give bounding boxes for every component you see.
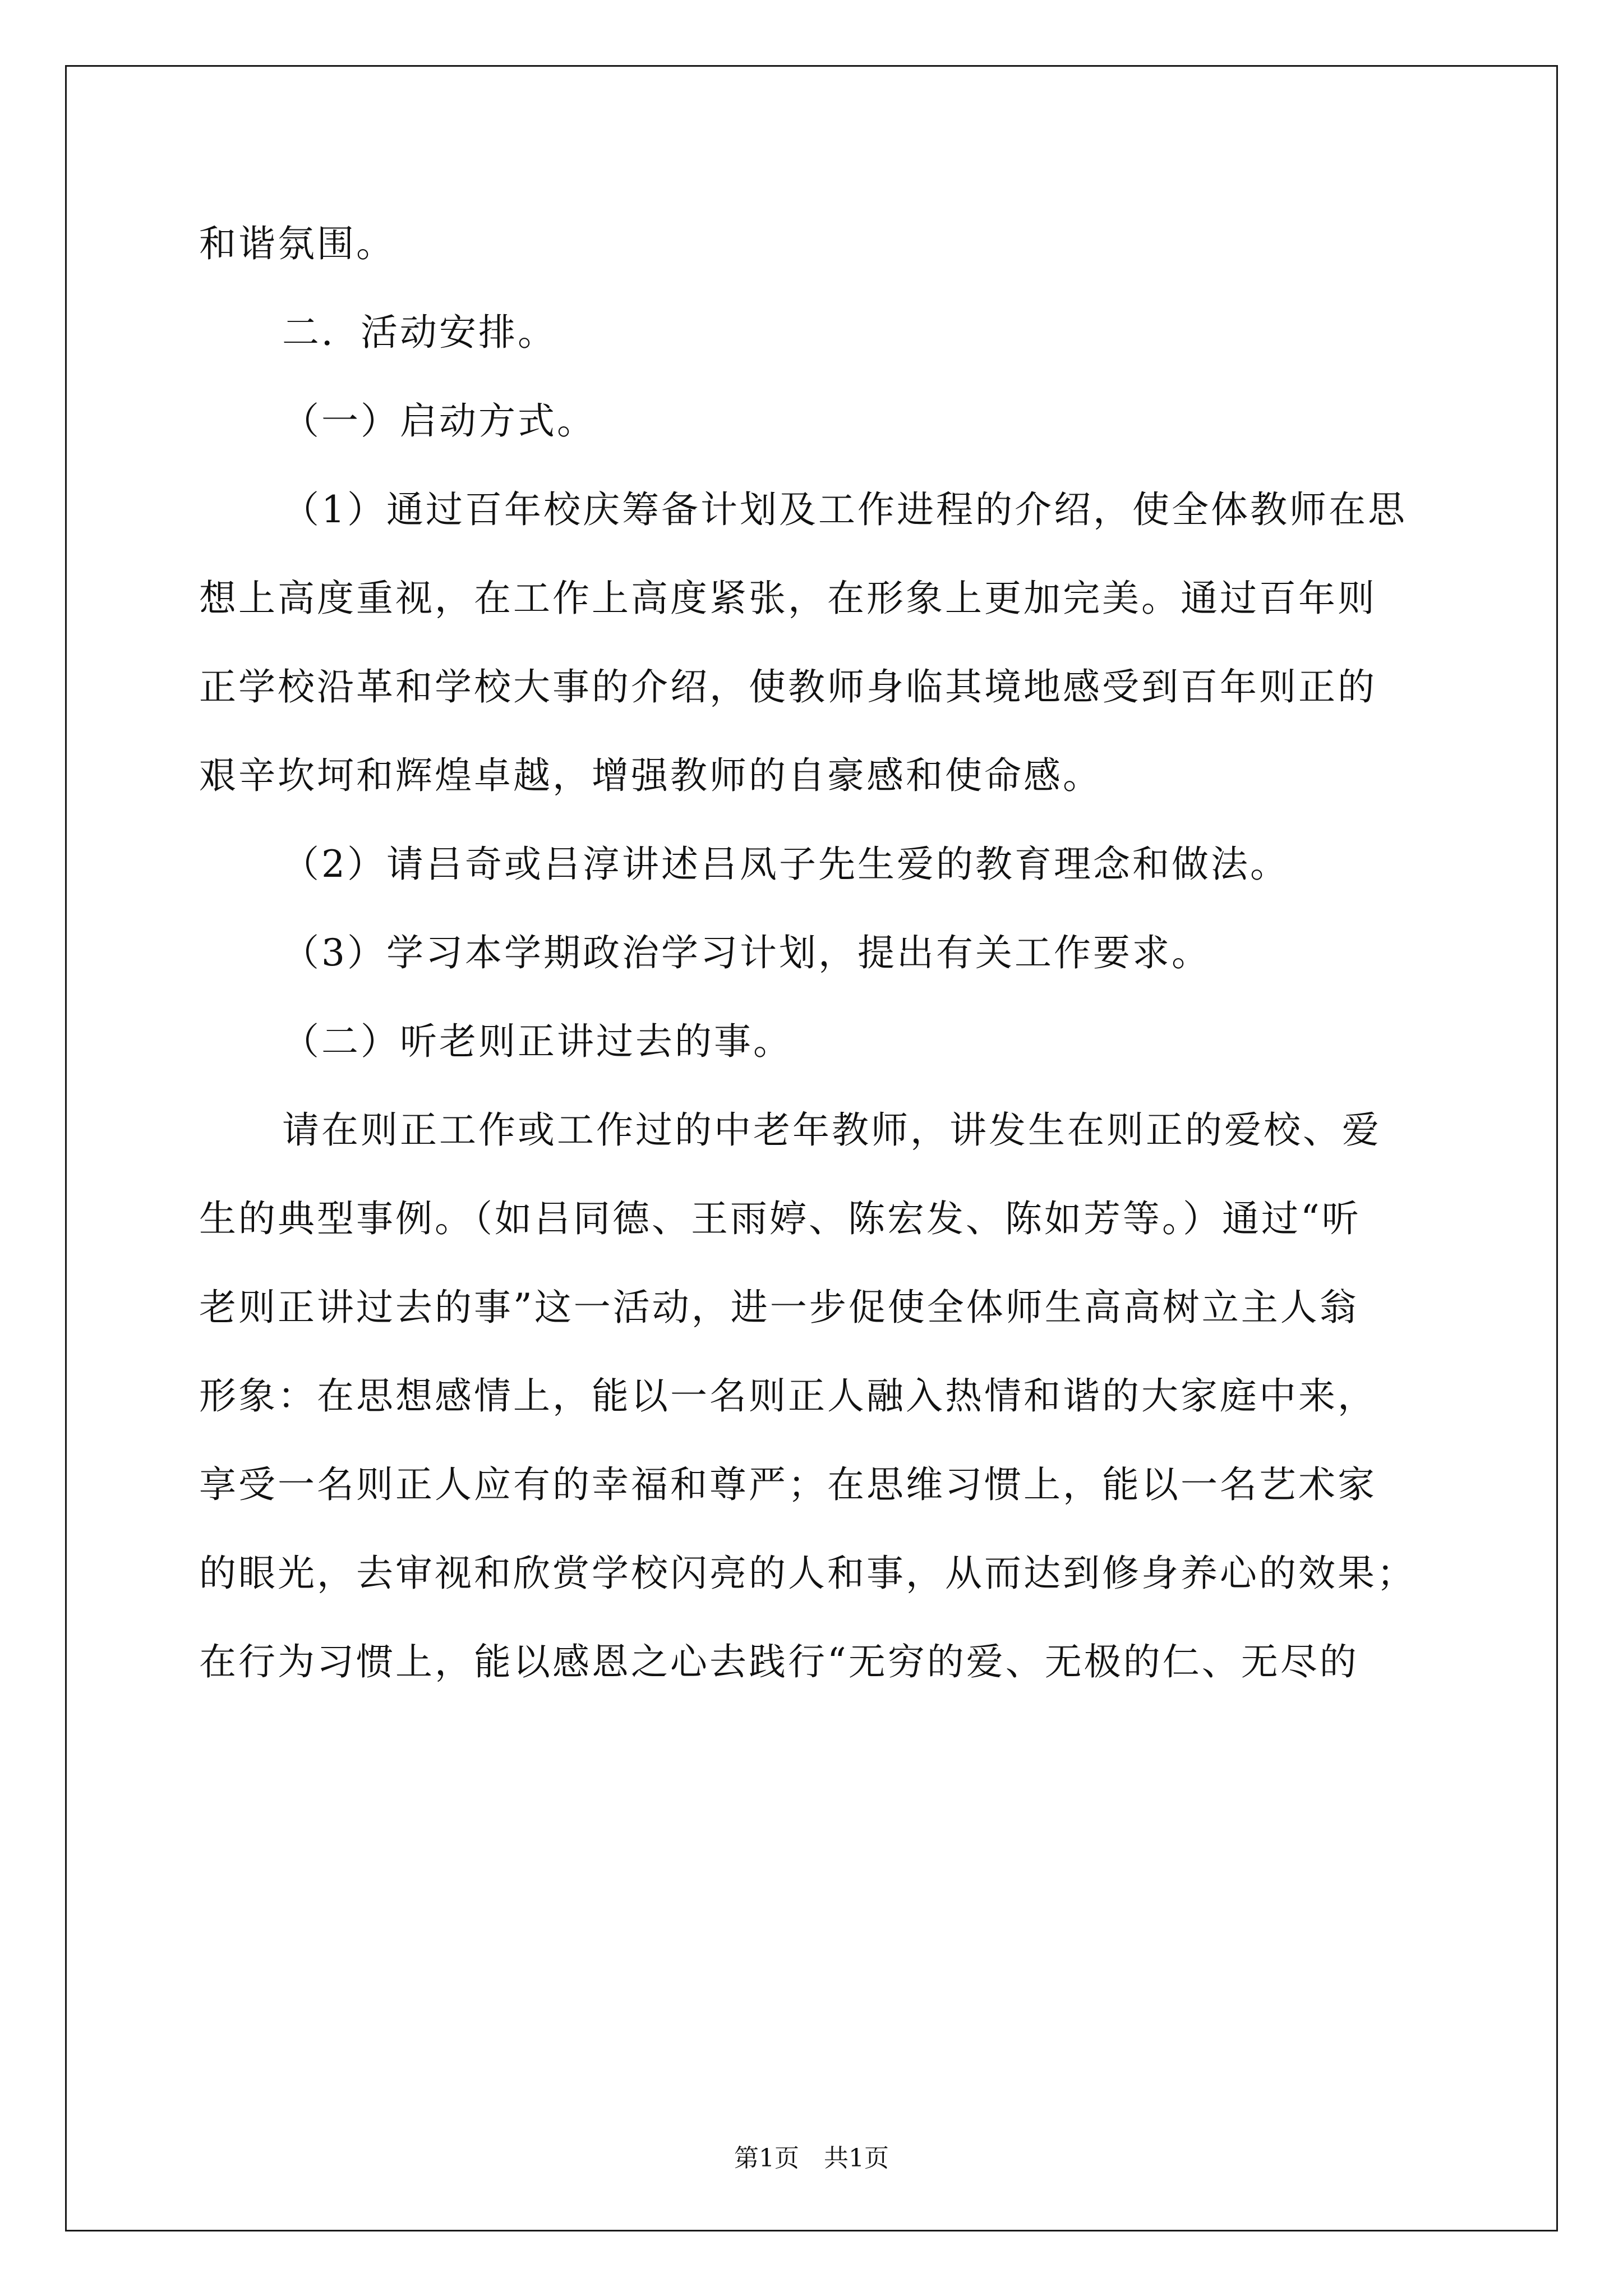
paragraph-line: 想上高度重视，在工作上高度紧张，在形象上更加完美。通过百年则 <box>199 577 1377 620</box>
paragraph-line: 和谐氛围。 <box>199 222 395 265</box>
paragraph-line: （2）请吕奇或吕淳讲述吕凤子先生爱的教育理念和做法。 <box>282 843 1289 886</box>
paragraph-line: 形象：在思想感情上，能以一名则正人融入热情和谐的大家庭中来， <box>199 1374 1377 1418</box>
paragraph-line: （3）学习本学期政治学习计划，提出有关工作要求。 <box>282 931 1211 974</box>
paragraph-line: 生的典型事例。（如吕同德、王雨婷、陈宏发、陈如芳等。）通过“听 <box>199 1197 1361 1240</box>
paragraph-line: （1）通过百年校庆筹备计划及工作进程的介绍，使全体教师在思 <box>282 488 1407 531</box>
paragraph-line: 艰辛坎坷和辉煌卓越，增强教师的自豪感和使命感。 <box>199 754 1102 797</box>
subsection-heading: （一）启动方式。 <box>282 399 596 443</box>
page-number-footer: 第1页 共1页 <box>734 2144 889 2173</box>
section-heading: 二．活动安排。 <box>282 311 557 354</box>
subsection-heading: （二）听老则正讲过去的事。 <box>282 1020 792 1063</box>
paragraph-line: 享受一名则正人应有的幸福和尊严；在思维习惯上，能以一名艺术家 <box>199 1463 1377 1506</box>
paragraph-line: 老则正讲过去的事”这一活动，进一步促使全体师生高高树立主人翁 <box>199 1286 1359 1329</box>
paragraph-line: 的眼光，去审视和欣赏学校闪亮的人和事，从而达到修身养心的效果； <box>199 1552 1416 1595</box>
paragraph-line: 正学校沿革和学校大事的介绍，使教师身临其境地感受到百年则正的 <box>199 665 1377 708</box>
paragraph-line: 请在则正工作或工作过的中老年教师，讲发生在则正的爱校、爱 <box>282 1108 1381 1152</box>
paragraph-line: 在行为习惯上，能以感恩之心去践行“无穷的爱、无极的仁、无尽的 <box>199 1640 1359 1683</box>
